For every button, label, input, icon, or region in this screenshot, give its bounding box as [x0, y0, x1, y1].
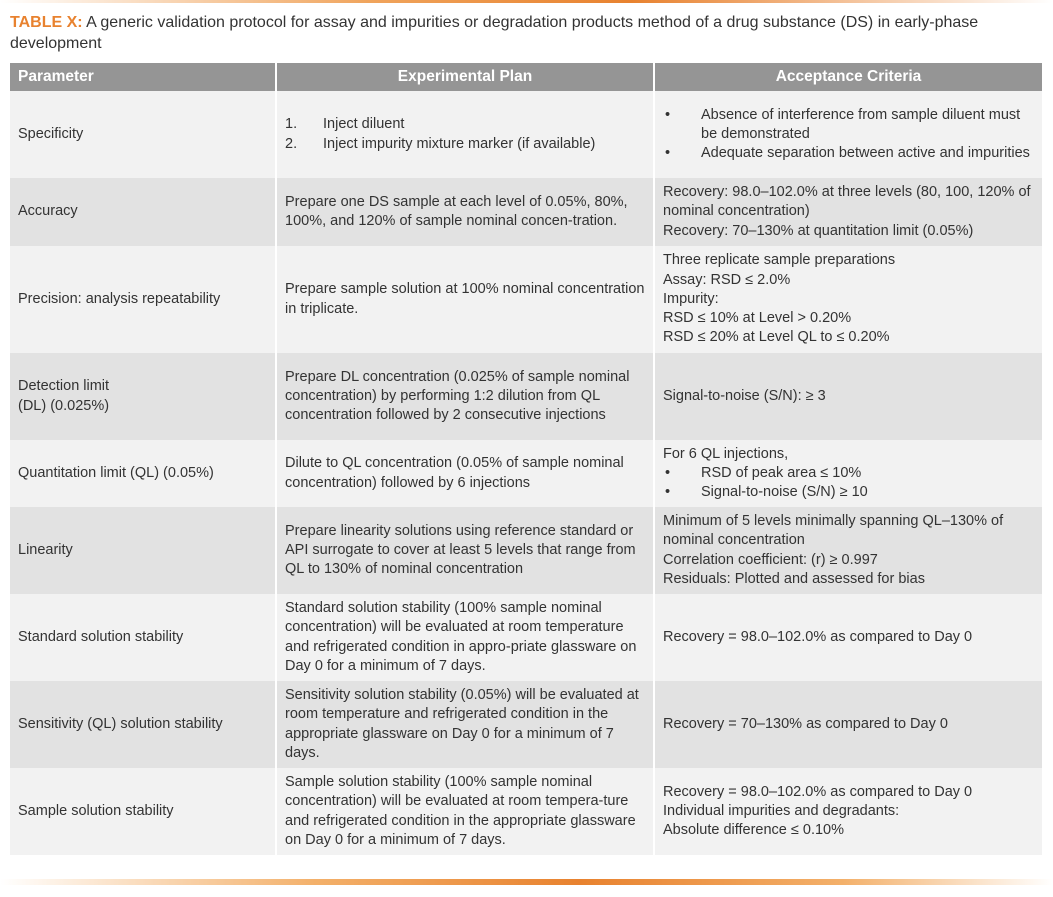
- plan-cell: Sensitivity solution stability (0.05%) will be evaluated at room temperature and refrigerated condition in the appropriate glassware on Day 0 for a minimum of 7 days.: [276, 681, 654, 768]
- table-row: [10, 507, 1042, 594]
- table-caption-label: TABLE X:: [10, 14, 83, 31]
- parameter-cell: Sensitivity (QL) solution stability: [10, 681, 276, 768]
- table-row: [10, 178, 1042, 246]
- criteria-cell: Recovery = 98.0–102.0% as compared to Day 0 Individual impurities and degradants: Absolute difference ≤ 0.10%: [654, 768, 1042, 855]
- table-row: [10, 246, 1042, 353]
- parameter-cell: Accuracy: [10, 178, 276, 246]
- table-caption: [10, 12, 1045, 54]
- criteria-cell: Recovery = 70–130% as compared to Day 0: [654, 681, 1042, 768]
- plan-numbered-list: [285, 115, 645, 154]
- bottom-divider: [0, 879, 1053, 885]
- criteria-bullet-list: [663, 106, 1034, 164]
- plan-cell: Sample solution stability (100% sample nominal concentration) will be evaluated at room tempera-ture and refrigerated condition in the appropriate glassware on Day 0 for a minimum of 7 days.: [276, 768, 654, 855]
- parameter-cell: Linearity: [10, 507, 276, 594]
- criteria-cell: Minimum of 5 levels minimally spanning QL–130% of nominal concentration Correlation coefficient: (r) ≥ 0.997 Residuals: Plotted and assessed for bias: [654, 507, 1042, 594]
- criteria-cell: [654, 91, 1042, 178]
- parameter-cell: Quantitation limit (QL) (0.05%): [10, 440, 276, 507]
- list-item: • RSD of peak area ≤ 10%: [665, 464, 862, 481]
- table-row: [10, 440, 1042, 507]
- plan-cell: Prepare sample solution at 100% nominal concentration in triplicate.: [276, 246, 654, 353]
- criteria-bullet-list: [663, 464, 1034, 503]
- header-acceptance-criteria: Acceptance Criteria: [654, 63, 1042, 91]
- plan-cell: Prepare one DS sample at each level of 0.05%, 80%, 100%, and 120% of sample nominal concen-tration.: [276, 178, 654, 246]
- plan-cell: Prepare linearity solutions using reference standard or API surrogate to cover at least 5 levels that range from QL to 130% of nominal concentration: [276, 507, 654, 594]
- plan-cell: [276, 91, 654, 178]
- criteria-cell: Recovery = 98.0–102.0% as compared to Day 0: [654, 594, 1042, 681]
- list-item: • Adequate separation between active and impurities: [665, 145, 1030, 162]
- list-item: 1. Inject diluent: [285, 116, 405, 133]
- table-caption-text: A generic validation protocol for assay and impurities or degradation products method of a drug substance (DS) in early-phase development: [10, 14, 979, 52]
- parameter-cell: Precision: analysis repeatability: [10, 246, 276, 353]
- top-divider: [0, 0, 1053, 3]
- list-item: 2. Inject impurity mixture marker (if available): [285, 135, 596, 152]
- table-row: [10, 91, 1042, 178]
- criteria-cell: Three replicate sample preparations Assay: RSD ≤ 2.0% Impurity: RSD ≤ 10% at Level > 0.20% RSD ≤ 20% at Level QL to ≤ 0.20%: [654, 246, 1042, 353]
- table-row: [10, 768, 1042, 855]
- header-parameter: Parameter: [10, 63, 276, 91]
- list-item: • Absence of interference from sample diluent must be demonstrated: [665, 106, 1021, 142]
- parameter-cell: Detection limit (DL) (0.025%): [10, 353, 276, 440]
- table-row: [10, 594, 1042, 681]
- table-row: [10, 353, 1042, 440]
- criteria-cell: Recovery: 98.0–102.0% at three levels (80, 100, 120% of nominal concentration) Recovery: 70–130% at quantitation limit (0.05%): [654, 178, 1042, 246]
- parameter-cell: Specificity: [10, 91, 276, 178]
- header-experimental-plan: Experimental Plan: [276, 63, 654, 91]
- parameter-cell: Standard solution stability: [10, 594, 276, 681]
- validation-protocol-table: [10, 63, 1042, 855]
- parameter-cell: Sample solution stability: [10, 768, 276, 855]
- table-row: [10, 681, 1042, 768]
- plan-cell: Prepare DL concentration (0.025% of sample nominal concentration) by performing 1:2 dilution from QL concentration followed by 2 consecutive injections: [276, 353, 654, 440]
- list-item: • Signal-to-noise (S/N) ≥ 10: [665, 484, 868, 501]
- criteria-cell: Signal-to-noise (S/N): ≥ 3: [654, 353, 1042, 440]
- criteria-cell: For 6 QL injections, • RSD of peak area ≤ 10% • Signal-to-noise (S/N) ≥ 10: [654, 440, 1042, 507]
- table-header-row: [10, 63, 1042, 91]
- plan-cell: Dilute to QL concentration (0.05% of sample nominal concentration) followed by 6 injections: [276, 440, 654, 507]
- plan-cell: Standard solution stability (100% sample nominal concentration) will be evaluated at room temperature and refrigerated condition in appro-priate glassware on Day 0 for a minimum of 7 days.: [276, 594, 654, 681]
